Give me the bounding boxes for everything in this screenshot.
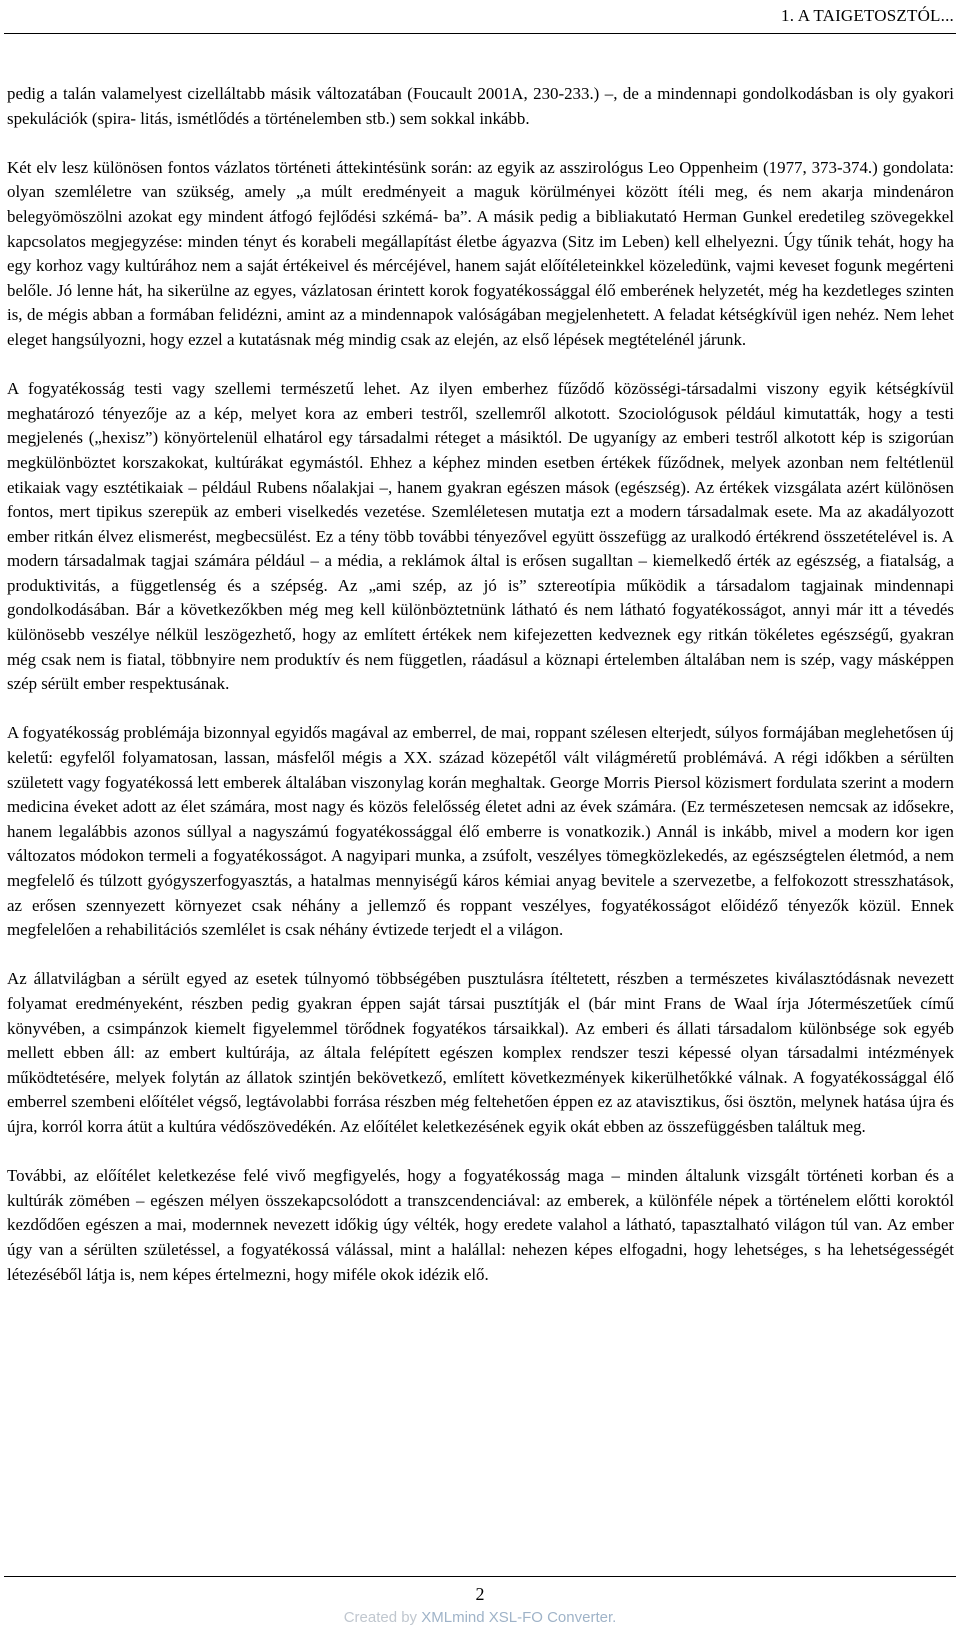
paragraph: Az állatvilágban a sérült egyed az esetek túlnyomó többségében pusztulásra ítéltetett, részben a természetes kiválasztódásnak nevezett folyamat eredményeként, részben pedig gyakran éppen saját társai pusztítják el (bár mint Frans de Waal írja Jótermészetűek című könyvében, a csimpánzok kiemelt figyelemmel törődnek fogyatékos társaikkal). Az emberi és állati társadalom különbsége sok egyéb mellett ebben áll: az embert kultúrája, az általa felépített egészen komplex rendszer teszi képessé olyan társadalmi intézmények működtetésére, melyek folytán az állatok szintjén bekövetkező, említett következmények kikerülhetőkké válnak. A fogyatékossággal élő emberrel szembeni előítélet végső, legtávolabbi forrása részben még feltehetően éppen ez az atavisztikus, ősi ösztön, melynek hatása újra és újra, korról korra átüt a kultúra védőszövedékén. Az előítélet keletkezésének egyik okát ebben az összefüggésben találtuk meg. [7, 969, 954, 1136]
header-divider [4, 33, 956, 34]
paragraph: pedig a talán valamelyest cizelláltabb másik változatában (Foucault 2001A, 230-233.) –, de a mindennapi gondolkodásban is oly gyakori spekulációk (spira- litás, ismétlődés a történelemben stb.) sem sokkal inkább. [7, 84, 954, 128]
body-text [7, 82, 954, 1312]
paragraph: Két elv lesz különösen fontos vázlatos történeti áttekintésünk során: az egyik az asszirológus Leo Oppenheim (1977, 373-374.) gondolata: olyan szemléletre van szükség, amely „a múlt eredményeit a maguk körülményei között ítéli meg, és nem akarja mindenáron belegyömöszölni azokat egy mindent átfogó fejlődési szkémá- ba”. A másik pedig a bibliakutató Herman Gunkel eredetileg szövegekkel kapcsolatos megjegyzése: minden tényt és korabeli megállapítást életbe ágyazva (Sitz im Leben) kell elhelyezni. Úgy tűnik tehát, hogy ha egy korhoz vagy kultúrához nem a saját értékeivel és mércéjével, hanem saját előítéleteinkkel közeledünk, vajmi keveset fogunk megérteni belőle. Jó lenne hát, ha sikerülne az egyes, vázlatosan érintett korok fogyatékossággal élő emberének helyzetét, még ha kezdetleges szinten is, de mégis abban a formában felidézni, amint az a mindennapok valóságában megjelenhetett. A feladat kétségkívül igen nehéz. Nem lehet eleget hangsúlyozni, hogy ezzel a kutatásnak még mindig csak az elején, az első lépések megtételénél járunk. [7, 157, 954, 349]
page-number: 2 [475, 1584, 485, 1604]
credit-suffix: . [612, 1609, 617, 1626]
credit-brand: XMLmind XSL-FO Converter [421, 1609, 613, 1626]
credit-prefix: Created by [343, 1609, 422, 1626]
paragraph: A fogyatékosság testi vagy szellemi természetű lehet. Az ilyen emberhez fűződő közösségi-társadalmi viszony egyik kétségkívül meghatározó tényezője az a kép, melyet kora az emberi testről, szellemről alkotott. Szociológusok például kimutatták, hogy a testi megjelenés („hexisz”) könyörtelenül elhatárol egy társadalmi réteget a másiktól. De ugyanígy az emberi testről alkotott kép is szigorúan megkülönböztet korszakokat, kultúrákat egymástól. Ehhez a képhez minden esetben értékek fűződnek, melyek azonban nem feltétlenül etikaiak vagy esztétikaiak – például Rubens nőalakjai –, hanem gyakran egészen mások (egészség). Az értékek vizsgálata azért különösen fontos, mert tipikus szerepük az emberi viselkedés vezetése. Szemléletesen mutatja ezt a modern társadalmak esete. Ma az akadályozott ember ritkán élvez elismerést, megbecsülést. Ez a tény több további tényezővel együtt összefügg az uralkodó értékrend összetételével is. A modern társadalmak tagjai számára például – a média, a reklámok által is erősen sugalltan – kiemelkedő érték az egészség, a fiatalság, a produktivitás, a függetlenség és a szépség. Az „ami szép, az jó is” sztereotípia működik a társadalom tagjainak mindennapi gondolkodásában. Bár a következőkben még meg kell különböztetnünk látható és nem látható fogyatékosságot, annyi már itt a tévedés különösebb veszélye nélkül leszögezhető, hogy az említett értékek nem kifejezetten kedveznek egy ritkán tökéletes egészségű, gyakran még csak nem is fiatal, többnyire nem produktív és nem független, ráadásul a köznapi értelemben általában nem is szép, vagy másképpen szép sérült ember respektusának. [7, 379, 954, 694]
footer-divider [4, 1576, 956, 1577]
running-header: 1. A TAIGETOSZTÓL... [781, 6, 954, 25]
converter-credit [0, 1608, 960, 1628]
paragraph: A fogyatékosság problémája bizonnyal egyidős magával az emberrel, de mai, roppant szélesen elterjedt, súlyos formájában meglehetősen új keletű: egyfelől folyamatosan, lassan, másfelől mégis a XX. század közepétől vált világméretű problémává. A régi időkben a sérülten született vagy fogyatékossá lett emberek általában viszonylag korán meghaltak. George Morris Piersol közismert fordulata szerint a modern medicina éveket adott az élet számára, most nagy és közös felelősség életet adni az évek számára. (Ez természetesen nemcsak az idősekre, hanem legalábbis azonos súllyal a nagyszámú fogyatékossággal élő emberre is vonatkozik.) Annál is inkább, mivel a modern kor igen változatos módokon termeli a fogyatékosságot. A nagyipari munka, a zsúfolt, veszélyes tömegközlekedés, az egészségtelen életmód, a nem megfelelő és túlzott gyógyszerfogyasztás, a hatalmas mennyiségű káros kémiai anyag bevitele a szervezetbe, a felfokozott stresszhatások, az erősen szennyezett környezet csak néhány a jellemző és roppant veszélyes, fogyatékosságot előidéző tényezők közül. Ennek megfelelően a rehabilitációs szemlélet is csak néhány évtizede terjedt el a világon. [7, 723, 954, 940]
paragraph: További, az előítélet keletkezése felé vivő megfigyelés, hogy a fogyatékosság maga – minden általunk vizsgált történeti korban és a kultúrák zömében – egészen mélyen összekapcsolódott a transzcendenciával: az emberek, a különféle népek a történelem előtti koroktól kezdődően egészen a mai, modernnek nevezett időkig úgy vélték, hogy eredete valahol a látható, tapasztalható világon túl van. Az ember úgy van a sérülten születéssel, a fogyatékossá válással, mint a halállal: nehezen képes elfogadni, hogy lehetséges, s ha lehetségességét létezéséből látja is, nem képes értelmezni, hogy miféle okok idézik elő. [7, 1166, 954, 1284]
